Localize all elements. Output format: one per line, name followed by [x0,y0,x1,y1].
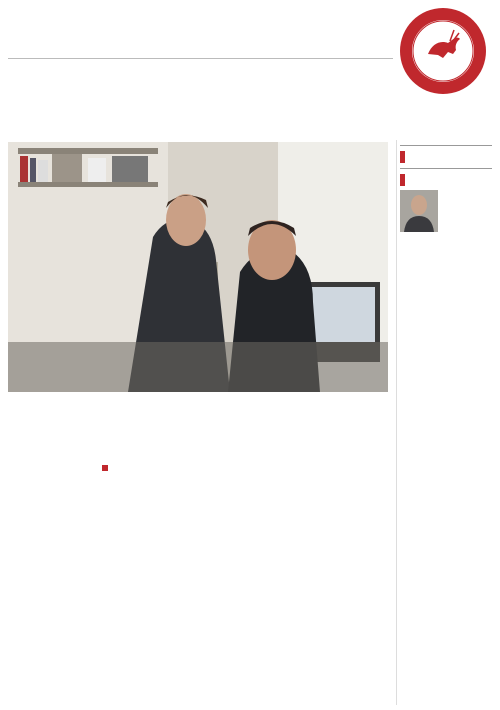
turnover-chart [102,465,201,575]
opinion-intro [400,190,492,232]
header-divider [8,58,393,59]
article-photo [8,142,388,392]
info-marker-icon [400,151,405,163]
chart-marker-icon [102,465,108,471]
opinion-marker-icon [400,174,405,186]
sidebar-rule [400,145,492,146]
gazele-seal-icon [398,6,488,96]
sidebar-rule [400,168,492,169]
sidebar-divider [396,140,397,705]
article-column-3 [205,466,299,469]
chart-plot [102,473,201,545]
author-portrait [400,190,438,232]
opinion-box-header [400,174,492,186]
info-box-header [400,151,492,163]
article-column-1 [8,466,96,469]
sidebar [400,140,492,235]
